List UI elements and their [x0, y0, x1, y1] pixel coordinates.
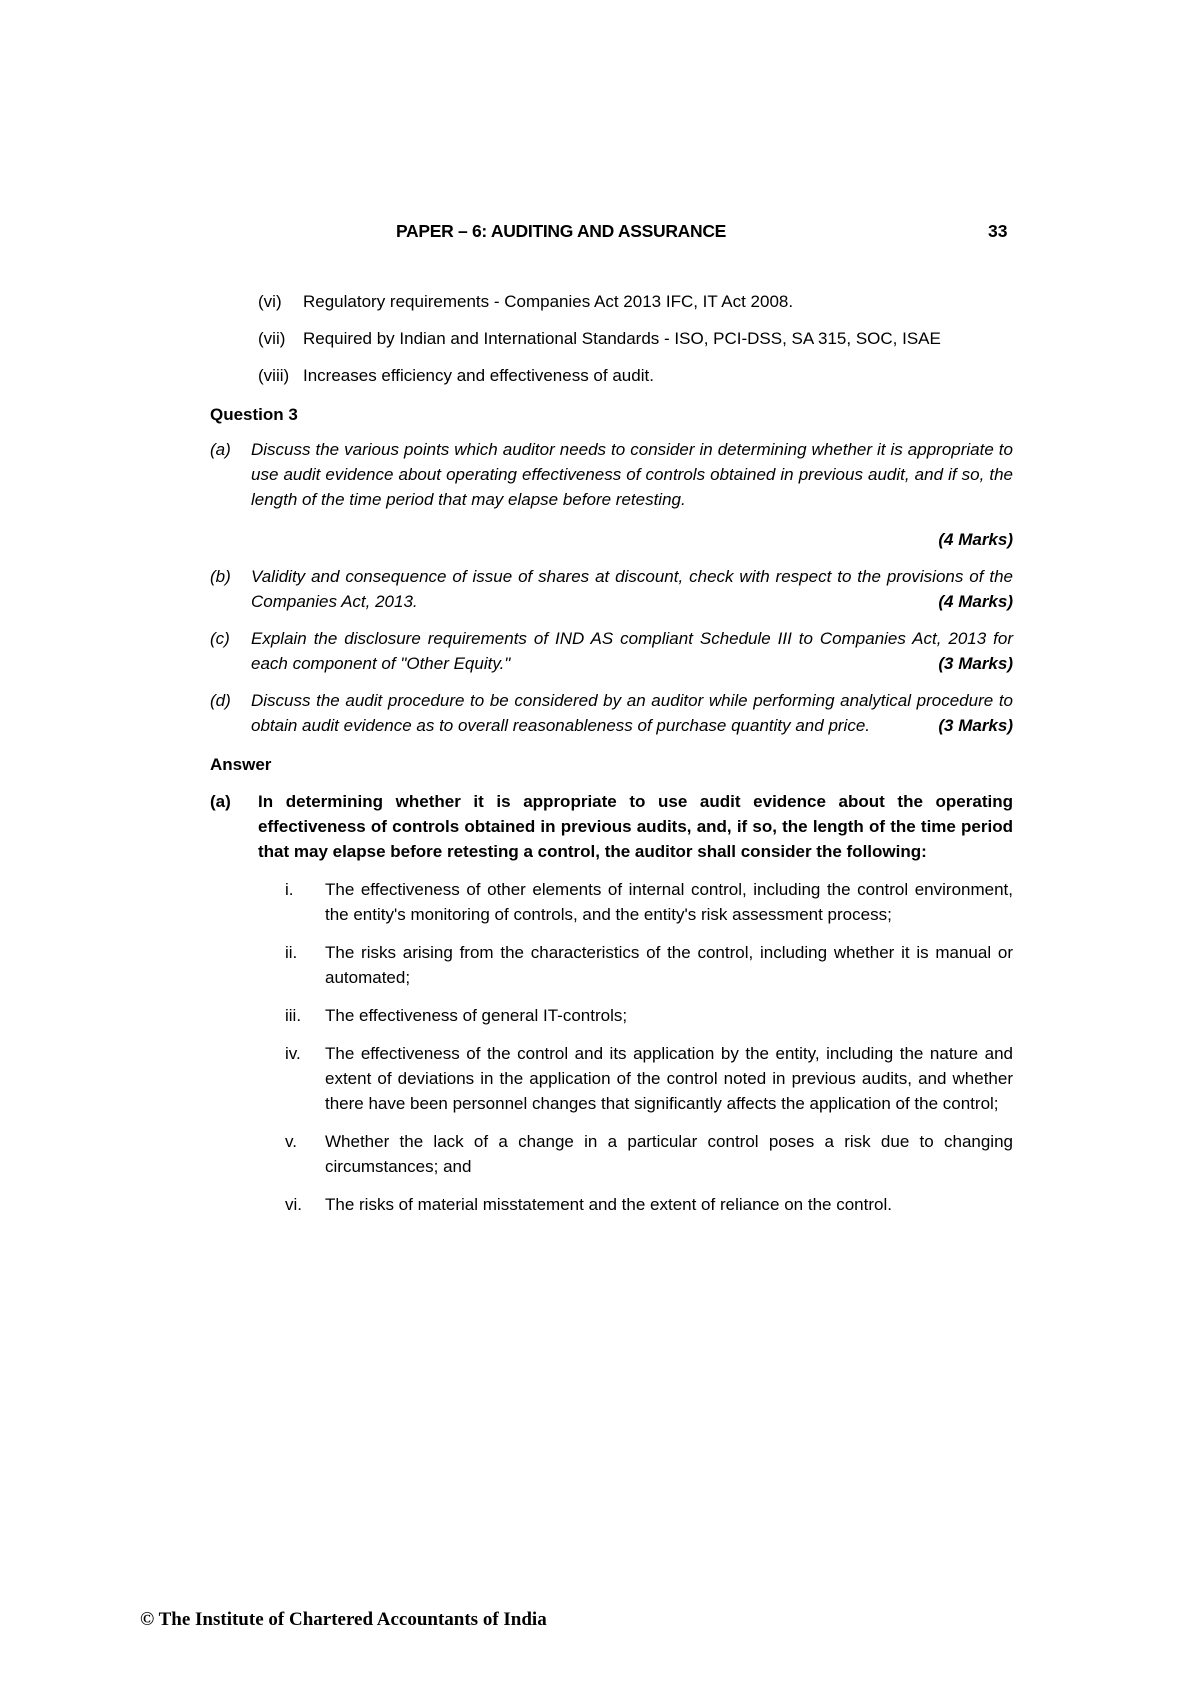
answer-point [285, 1041, 1013, 1116]
question-text-content: Discuss the audit procedure to be considered by an auditor while performing analytical procedure to obtain audit evidence as to overall reasonableness of purchase quantity and price. [251, 691, 1013, 735]
answer-point-text: The effectiveness of the control and its application by the entity, including the nature and extent of deviations in the application of the control noted in previous audits, and whether there have been personnel changes that significantly affects the application of the control; [325, 1044, 1013, 1113]
list-item [258, 363, 1013, 388]
question-text-content: Explain the disclosure requirements of IND AS compliant Schedule III to Companies Act, 2013 for each component of "Other Equity." [251, 629, 1013, 673]
marks-badge: (4 Marks) [938, 530, 1013, 549]
list-item-label: (vii) [258, 329, 286, 348]
marks-badge: (3 Marks) [938, 716, 1013, 735]
question-label: (a) [210, 440, 231, 459]
answer-text: In determining whether it is appropriate to use audit evidence about the operating effectiveness of controls obtained in previous audits, and, if so, the length of the time period that may elapse before retesting a control, the auditor shall consider the following: [258, 792, 1013, 861]
page-content [210, 289, 1013, 1217]
question-body [251, 688, 1013, 738]
question-label: (c) [210, 629, 230, 648]
question-item [210, 688, 1013, 738]
question-heading: Question 3 [210, 405, 298, 424]
answer-point-label: i. [285, 880, 294, 899]
answer-point-label: vi. [285, 1195, 302, 1214]
answer-point-text: The effectiveness of general IT-controls; [325, 1006, 628, 1025]
answer-point-text: The risks of material misstatement and the extent of reliance on the control. [325, 1195, 892, 1214]
answer-point-label: v. [285, 1132, 297, 1151]
answer-label: (a) [210, 792, 231, 811]
page-title: PAPER – 6: AUDITING AND ASSURANCE [395, 221, 727, 241]
answer-point [285, 940, 1013, 990]
answer-points-list [210, 877, 1013, 1217]
answer-point-text: The effectiveness of other elements of internal control, including the control environment, the entity's monitoring of controls, and the entity's risk assessment process; [325, 880, 1013, 924]
question-text [251, 626, 1013, 676]
copyright-footer: © The Institute of Chartered Accountants of India [140, 1609, 547, 1630]
question-label: (d) [210, 691, 231, 710]
answer-point-label: iv. [285, 1044, 301, 1063]
question-text [251, 688, 1013, 738]
answer-point-label: ii. [285, 943, 298, 962]
question-text-content: Discuss the various points which auditor needs to consider in determining whether it is appropriate to use audit evidence about operating effectiveness of controls obtained in previous audit, and if so, the length of the time period that may elapse before retesting. [251, 440, 1013, 509]
list-item-text: Required by Indian and International Standards - ISO, PCI-DSS, SA 315, SOC, ISAE [303, 329, 941, 348]
question-item [210, 437, 1013, 552]
question-body [251, 626, 1013, 676]
marks-badge: (4 Marks) [938, 592, 1013, 611]
answer-point [285, 1192, 1013, 1217]
list-item [258, 326, 1013, 351]
answer-point-text: The risks arising from the characteristics of the control, including whether it is manual or automated; [325, 943, 1013, 987]
marks-badge: (3 Marks) [938, 654, 1013, 673]
list-item-text: Regulatory requirements - Companies Act 2013 IFC, IT Act 2008. [303, 292, 794, 311]
answer-point [285, 1003, 1013, 1028]
list-item-label: (viii) [258, 366, 290, 385]
page-number: 33 [988, 221, 1008, 241]
answer-point [285, 877, 1013, 927]
list-item [258, 289, 1013, 314]
question-item [210, 626, 1013, 676]
list-item-text: Increases efficiency and effectiveness of audit. [303, 366, 654, 385]
question-list [210, 437, 1013, 738]
answer-point-text: Whether the lack of a change in a particular control poses a risk due to changing circumstances; and [325, 1132, 1013, 1176]
question-text-content: Validity and consequence of issue of shares at discount, check with respect to the provisions of the Companies Act, 2013. [251, 567, 1013, 611]
answer-paragraph [210, 789, 1013, 864]
answer-point [285, 1129, 1013, 1179]
question-body [251, 437, 1013, 552]
list-item-label: (vi) [258, 292, 282, 311]
answer-heading: Answer [210, 755, 272, 774]
question-text [251, 437, 1013, 512]
intro-list [210, 289, 1013, 388]
question-item [210, 564, 1013, 614]
question-body [251, 564, 1013, 614]
answer-point-label: iii. [285, 1006, 302, 1025]
question-text [251, 564, 1013, 614]
question-label: (b) [210, 567, 231, 586]
